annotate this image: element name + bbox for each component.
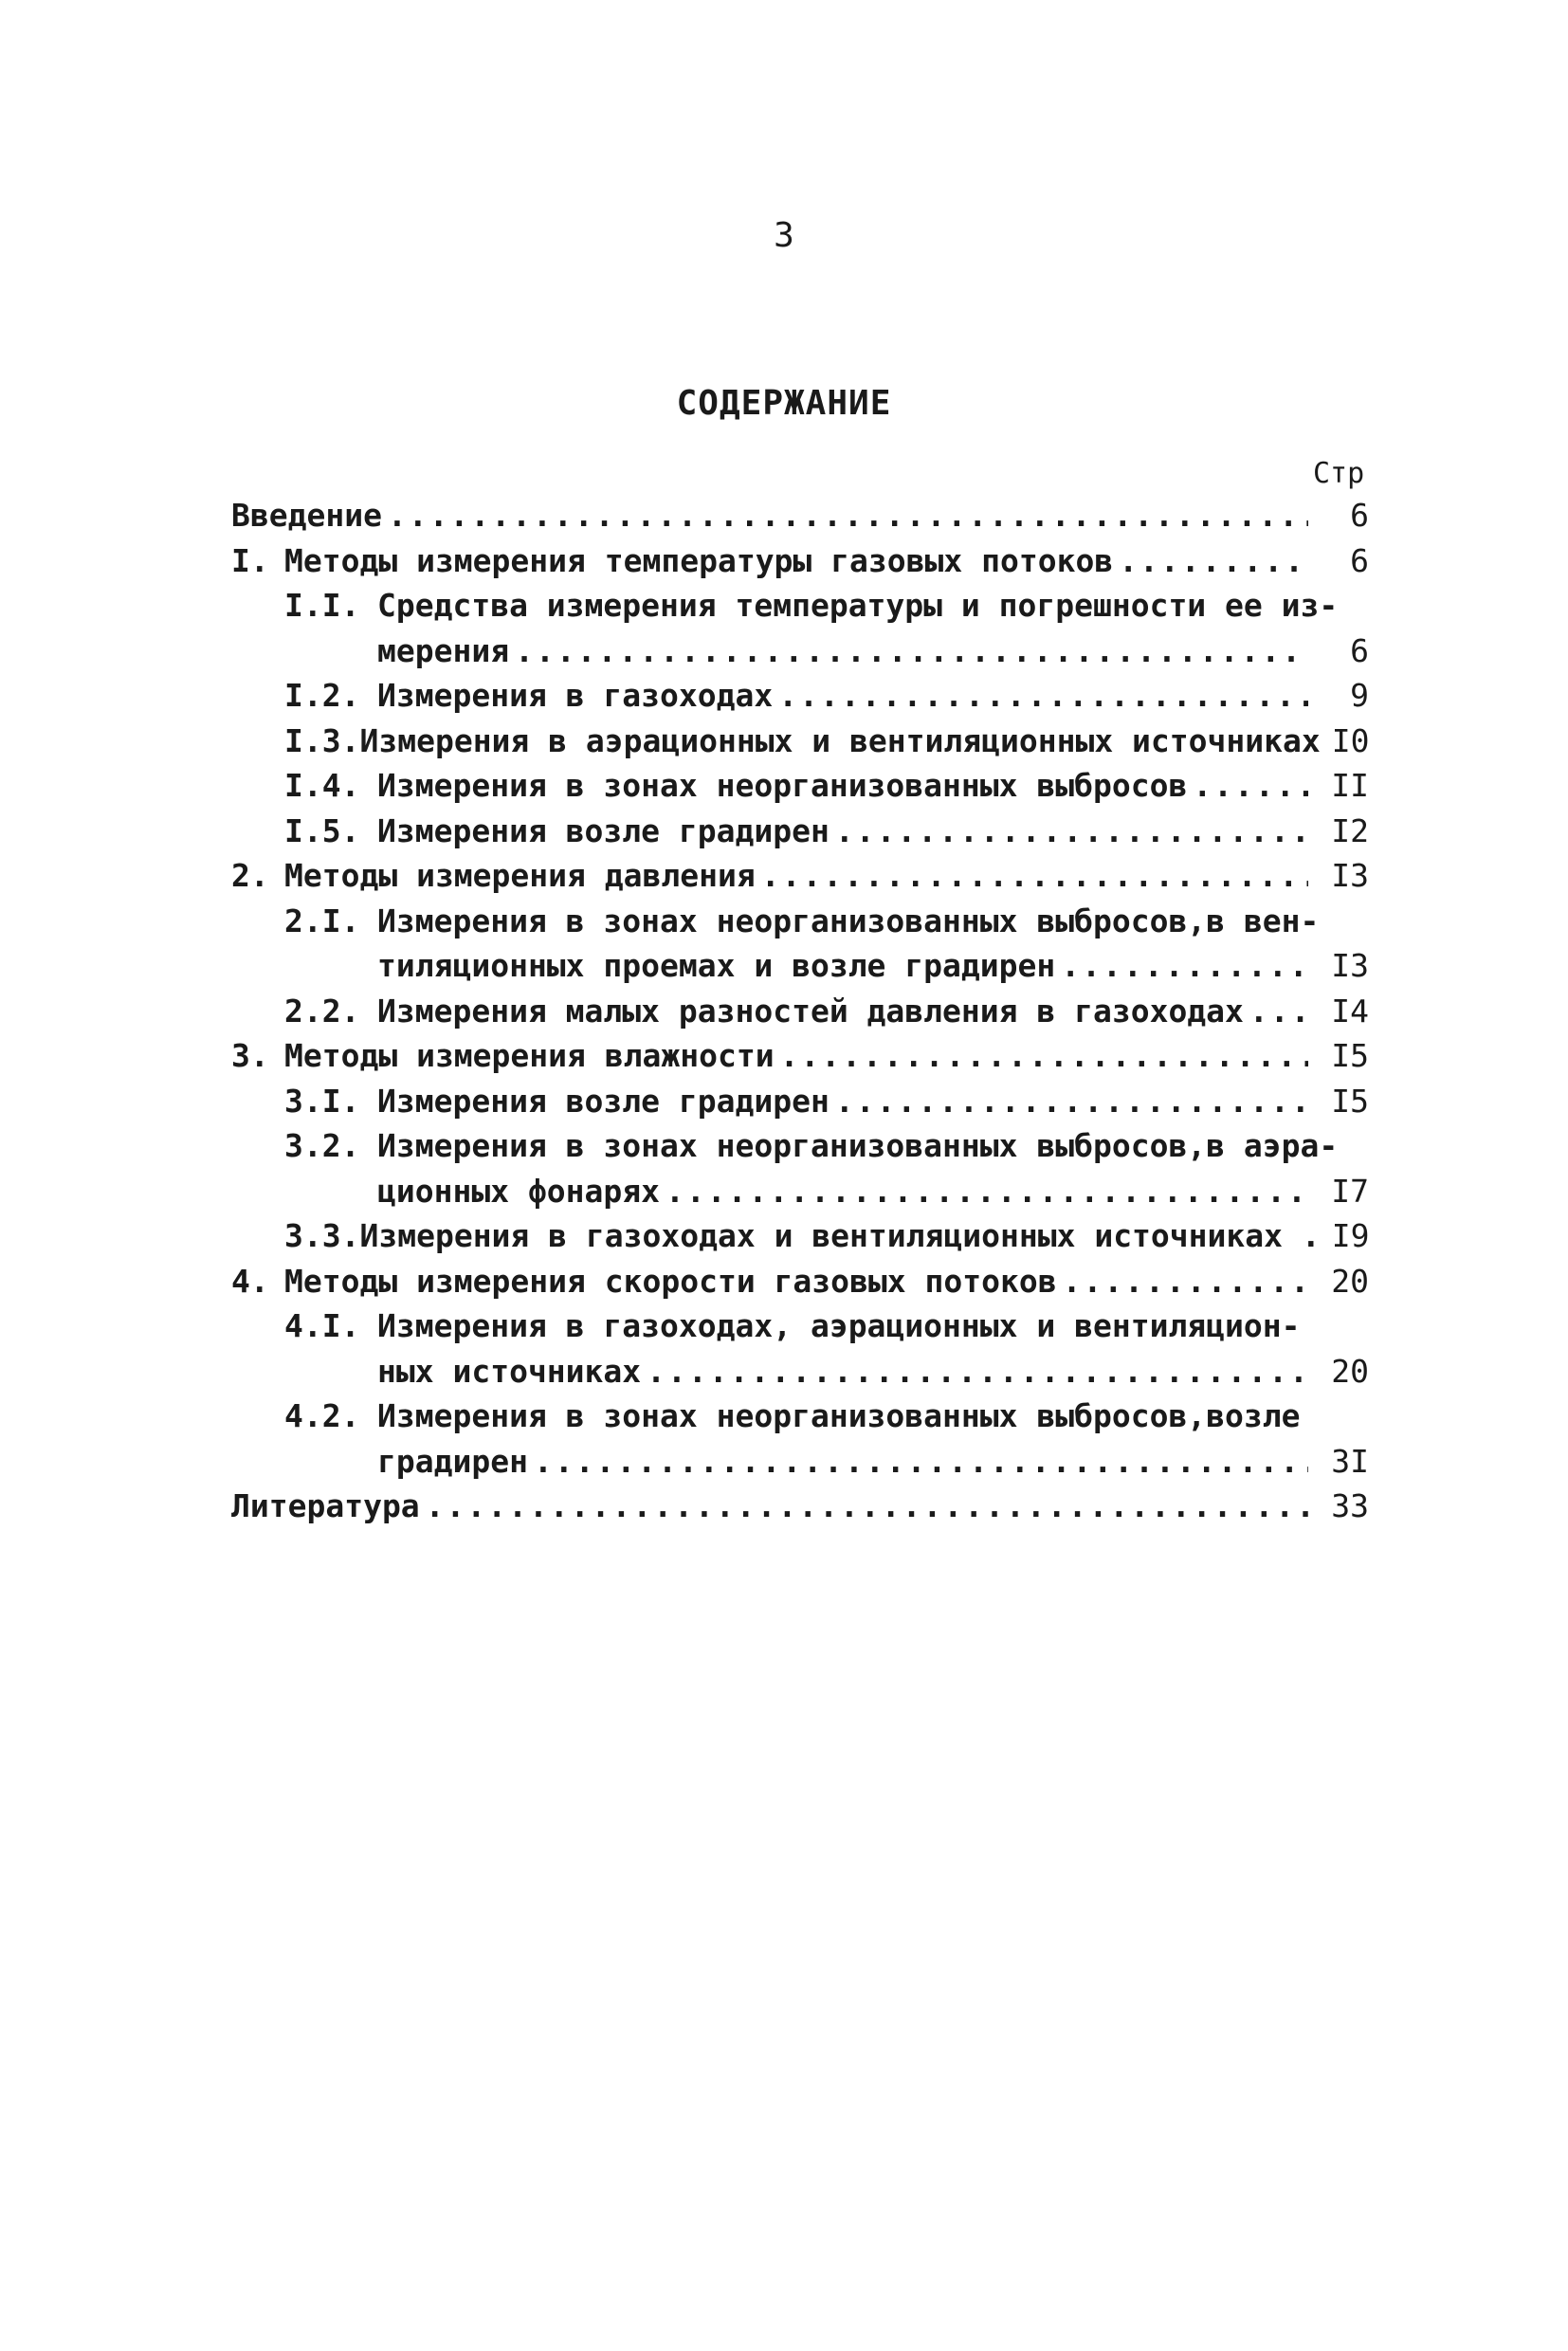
toc-entry-number: I.2. [284, 677, 360, 714]
toc-entry-number: I.5. [284, 811, 360, 849]
dot-leader [1119, 538, 1308, 584]
toc-entry-text: Методы измерения давления [284, 857, 756, 894]
toc-entry-text: Измерения в газоходах и вентиляционных источниках . [359, 1217, 1321, 1254]
toc-entry-page: I5 [1331, 1037, 1369, 1074]
toc-entry-number: 4. [231, 1262, 269, 1300]
toc-entry-section-2-1[interactable] [231, 899, 1369, 944]
toc-entry-number: 2. [231, 857, 269, 894]
toc-entry-number: I.3. [284, 721, 360, 759]
toc-entry-page: I0 [1331, 721, 1370, 759]
toc-entry-text: ных источниках [377, 1352, 642, 1390]
toc-entry-number: 3. [231, 1037, 269, 1074]
toc-entry-text: тиляционных проемах и возле градирен [377, 947, 1056, 984]
toc-entry-number: I.I. [284, 587, 360, 624]
toc-entry-number: 3.3. [284, 1217, 360, 1254]
toc-entry-text: Измерения в зонах неорганизованных выбросов,в аэра- [377, 1127, 1339, 1164]
dot-leader [835, 1079, 1308, 1124]
toc-entry-page: 3I [1331, 1442, 1369, 1480]
toc-entry-section-3-2-cont[interactable] [231, 1169, 1369, 1214]
dot-leader [778, 673, 1308, 719]
toc-entry-number: 4.2. [284, 1397, 360, 1434]
toc-entry-introduction[interactable] [231, 493, 1369, 538]
toc-entry-page: I7 [1331, 1172, 1369, 1210]
toc-entry-text: мерения [377, 631, 510, 669]
toc-entry-text: Измерения в зонах неорганизованных выбросов,возле [377, 1397, 1301, 1434]
dot-leader [780, 1033, 1308, 1079]
toc-entry-section-1-1-cont[interactable] [231, 629, 1369, 674]
toc-entry-page: I5 [1331, 1082, 1369, 1120]
toc-entry-page: 6 [1350, 631, 1369, 669]
dot-leader [426, 1484, 1308, 1529]
toc-entry-section-4-2[interactable] [231, 1394, 1369, 1439]
toc-entry-text: ционных фонарях [377, 1172, 661, 1210]
page-column-label: Стр [1313, 457, 1365, 490]
toc-entry-section-1-3[interactable] [231, 719, 1369, 764]
toc-entry-page: I4 [1331, 992, 1369, 1030]
dot-leader [515, 629, 1308, 674]
toc-entry-number: 2.2. [284, 992, 360, 1030]
dot-leader [835, 809, 1308, 854]
toc-entry-section-3-2[interactable] [231, 1123, 1369, 1169]
dot-leader [1061, 943, 1308, 989]
toc-entry-number: I.4. [284, 767, 360, 804]
dot-leader [388, 493, 1308, 538]
toc-entry-text: Введение [231, 497, 382, 534]
toc-entry-text: Измерения в газоходах [377, 677, 774, 714]
toc-entry-section-1-4[interactable] [231, 763, 1369, 809]
toc-entry-number: 2.I. [284, 902, 360, 939]
dot-leader [534, 1439, 1308, 1485]
toc-entry-section-4-1[interactable] [231, 1303, 1369, 1349]
toc-entry-page: I2 [1331, 811, 1369, 849]
toc-entry-text: Литература [231, 1487, 420, 1524]
toc-entry-page: 6 [1350, 497, 1369, 534]
toc-entry-page: I3 [1331, 857, 1369, 894]
dot-leader [761, 853, 1308, 899]
toc-entry-section-1-5[interactable] [231, 809, 1369, 854]
dot-leader [1063, 1259, 1308, 1304]
toc-entry-section-3-1[interactable] [231, 1079, 1369, 1124]
toc-entry-section-1-2[interactable] [231, 673, 1369, 719]
page-title: СОДЕРЖАНИЕ [676, 384, 892, 423]
toc-entry-page: I9 [1331, 1217, 1370, 1254]
dot-leader [665, 1169, 1308, 1214]
toc-entry-page: 9 [1350, 677, 1369, 714]
toc-entry-page: 33 [1331, 1487, 1369, 1524]
toc-entry-text: Измерения возле градирен [377, 1082, 830, 1120]
toc-entry-section-3[interactable] [231, 1033, 1369, 1079]
page-number: 3 [774, 216, 794, 255]
toc-entry-number: 4.I. [284, 1307, 360, 1344]
toc-entry-number: I. [231, 541, 269, 579]
toc-entry-page: 6 [1350, 541, 1369, 579]
table-of-contents [231, 493, 1369, 1529]
toc-entry-text: Измерения возле градирен [377, 811, 830, 849]
toc-entry-number: 3.2. [284, 1127, 360, 1164]
dot-leader [1249, 989, 1308, 1034]
toc-entry-section-2[interactable] [231, 853, 1369, 899]
toc-entry-text: Измерения малых разностей давления в газоходах [377, 992, 1244, 1030]
toc-entry-text: Методы измерения температуры газовых потоков [284, 541, 1114, 579]
toc-entry-page: I3 [1331, 947, 1369, 984]
toc-entry-text: Измерения в газоходах, аэрационных и вентиляцион- [377, 1307, 1301, 1344]
toc-entry-number: 3.I. [284, 1082, 360, 1120]
toc-entry-section-1-1[interactable] [231, 583, 1369, 629]
toc-entry-section-2-2[interactable] [231, 989, 1369, 1034]
toc-entry-page: 20 [1331, 1352, 1369, 1390]
toc-entry-section-1[interactable] [231, 538, 1369, 584]
toc-entry-section-2-1-cont[interactable] [231, 943, 1369, 989]
toc-entry-literature[interactable] [231, 1484, 1369, 1529]
toc-entry-text: Измерения в зонах неорганизованных выбросов [377, 767, 1188, 804]
toc-entry-section-4[interactable] [231, 1259, 1369, 1304]
toc-entry-page: II [1331, 767, 1369, 804]
toc-entry-text: градирен [377, 1442, 528, 1480]
toc-entry-text: Методы измерения скорости газовых потоков [284, 1262, 1057, 1300]
toc-entry-section-4-1-cont[interactable] [231, 1349, 1369, 1394]
dot-leader [1193, 763, 1308, 809]
toc-entry-section-4-2-cont[interactable] [231, 1439, 1369, 1485]
toc-entry-text: Измерения в зонах неорганизованных выбросов,в вен- [377, 902, 1320, 939]
toc-entry-section-3-3[interactable] [231, 1213, 1369, 1259]
toc-entry-text: Измерения в аэрационных и вентиляционных источниках [359, 721, 1321, 759]
toc-entry-page: 20 [1331, 1262, 1369, 1300]
toc-entry-text: Методы измерения влажности [284, 1037, 775, 1074]
toc-entry-text: Средства измерения температуры и погрешности ее из- [377, 587, 1339, 624]
dot-leader [647, 1349, 1308, 1394]
